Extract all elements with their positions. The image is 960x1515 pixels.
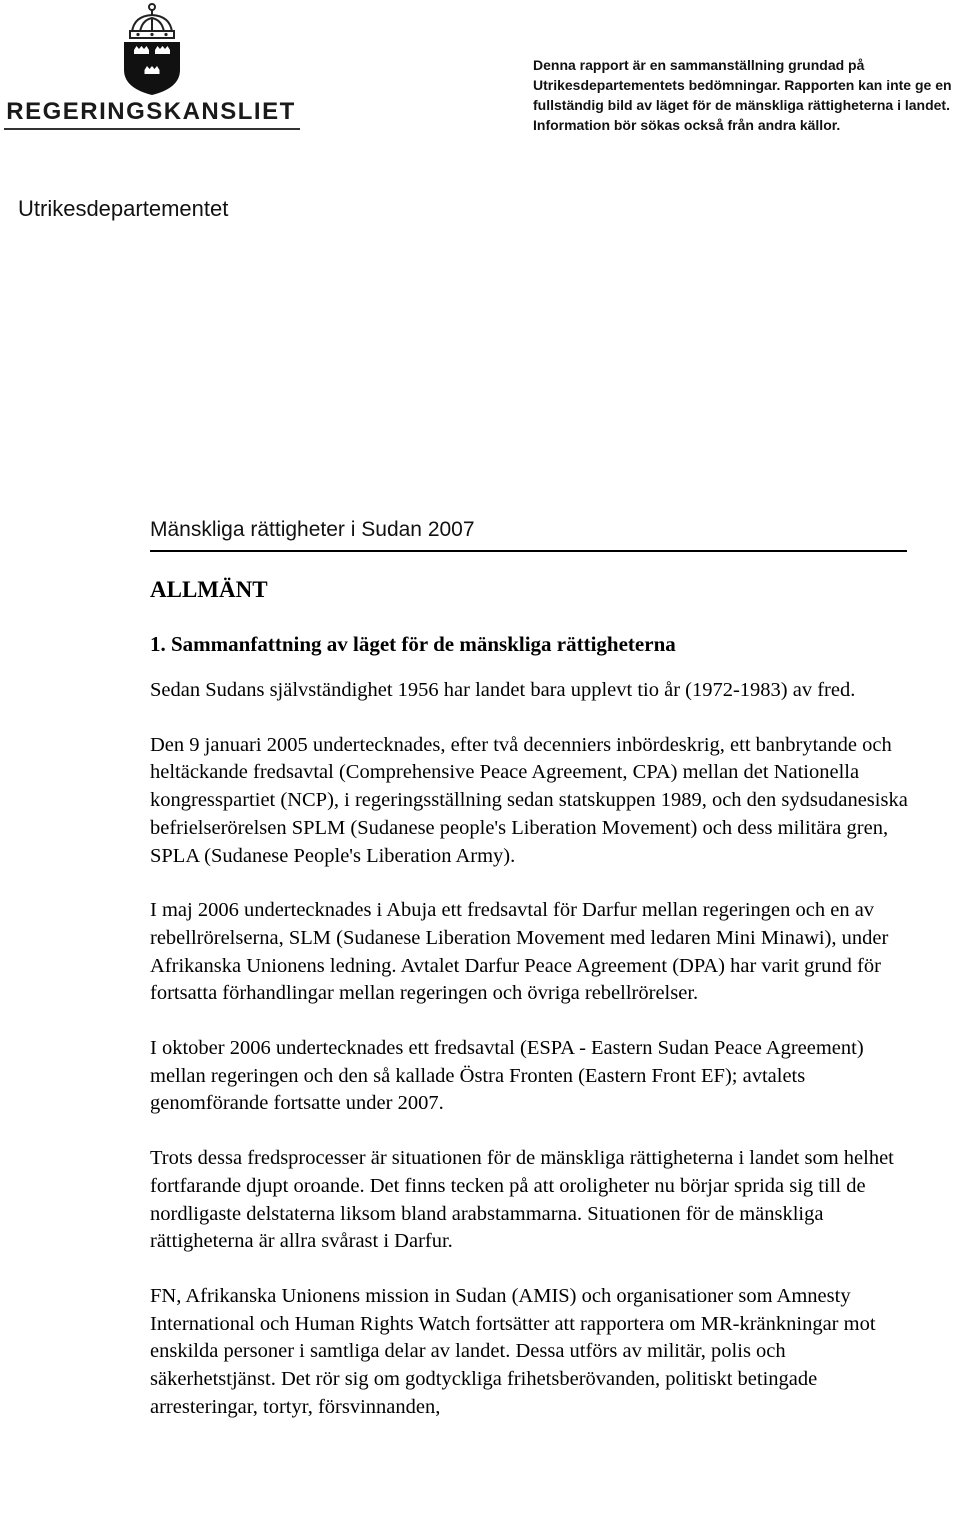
logo-divider — [4, 128, 300, 130]
paragraph: Trots dessa fredsprocesser är situationen för de mänskliga rättigheterna i landet som helhet fortfarande djupt oroande. Det finns tecken på att oroligheter nu börjar sprida sig till de nordligaste delstaterna liksom bland arabstammarna. Situationen för de mänskliga rättigheterna är allra svårast i Darfur. — [150, 1147, 894, 1253]
section-heading: ALLMÄNT — [150, 577, 268, 602]
department-name: Utrikesdepartementet — [18, 196, 229, 221]
paragraph: I maj 2006 undertecknades i Abuja ett fredsavtal för Darfur mellan regeringen och en av rebellrörelserna, SLM (Sudanese Liberation Movement med ledaren Mini Minawi), under Afrikanska Unionens ledning. Avtalet Darfur Peace Agreement (DPA) har varit grund för fortsatta förhandlingar mellan regeringen och övriga rebellrörelser. — [150, 899, 889, 1005]
report-title: Mänskliga rättigheter i Sudan 2007 — [150, 518, 907, 552]
crown-crest-icon — [116, 2, 188, 96]
paragraph: Den 9 januari 2005 undertecknades, efter två decenniers inbördeskrig, ett banbrytande och heltäckande fredsavtal (Comprehensive Peace Agreement, CPA) mellan det Nationella kongresspartiet (NCP), i regeringsställning sedan statskuppen 1989, och den sydsudanesiska befrielserörelsen SPLM (Sudanese people's Liberation Movement) och dess militära gren, SPLA (Sudanese People's Liberation Army). — [150, 733, 908, 867]
paragraph: Sedan Sudans självständighet 1956 har landet bara upplevt tio år (1972-1983) av fred. — [150, 679, 856, 701]
report-body — [150, 575, 910, 1421]
disclaimer-text: Denna rapport är en sammanställning grundad på Utrikesdepartementets bedömningar. Rapporten kan inte ge en fullständig bild av läget för de mänskliga rättigheterna i landet. Information bör sökas också från andra källor. — [533, 57, 952, 133]
logo-wordmark: REGERINGSKANSLIET — [6, 98, 296, 125]
subheading: 1. Sammanfattning av läget för de mänskliga rättigheterna — [150, 632, 676, 656]
regeringskansliet-logo — [2, 2, 300, 134]
paragraph: FN, Afrikanska Unionens mission in Sudan (AMIS) och organisationer som Amnesty International och Human Rights Watch fortsätter att rapportera om MR-kränkningar mot enskilda personer i samtliga delar av landet. Dessa utförs av militär, polis och säkerhetstjänst. Det rör sig om godtyckliga frihetsberövanden, politiskt betingade arresteringar, tortyr, försvinnanden, — [150, 1284, 876, 1418]
paragraph: I oktober 2006 undertecknades ett fredsavtal (ESPA - Eastern Sudan Peace Agreement) mellan regeringen och den så kallade Östra Fronten (Eastern Front EF); avtalets genomförande fortsatte under 2007. — [150, 1037, 864, 1115]
